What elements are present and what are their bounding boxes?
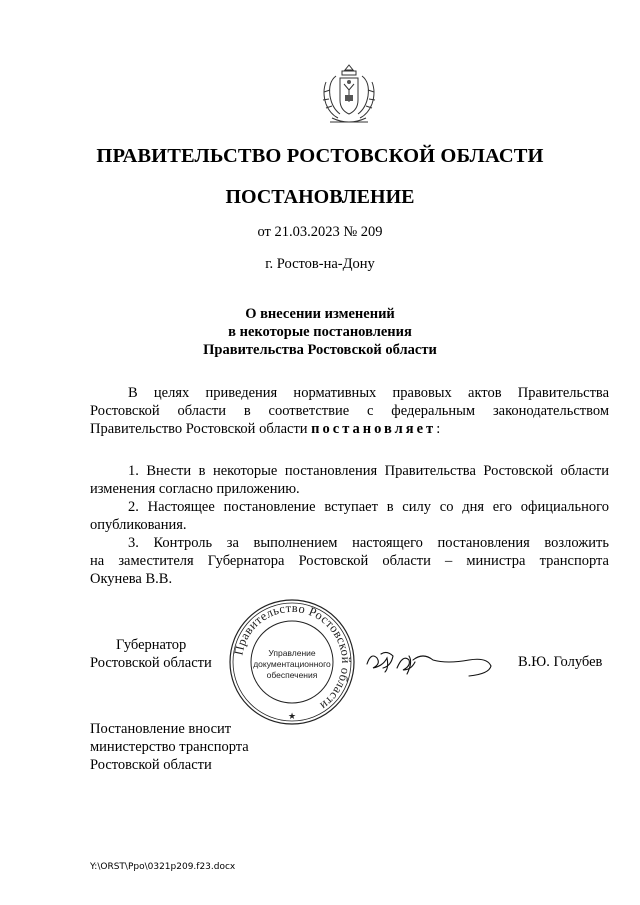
signer-name: В.Ю. Голубев xyxy=(518,654,603,670)
stamp-inner-line-2: документационного xyxy=(253,659,331,669)
stamp-star-icon: ★ xyxy=(287,711,297,721)
document-date-number: от 21.03.2023 № 209 xyxy=(257,224,383,240)
stamp-inner-line-1: Управление xyxy=(268,648,316,658)
submitter-note xyxy=(90,720,249,775)
preamble-line-1: В целях приведения нормативных правовых актов Правительства xyxy=(128,385,609,401)
government-title: ПРАВИТЕЛЬСТВО РОСТОВСКОЙ ОБЛАСТИ xyxy=(96,145,544,167)
subject-line-3: Правительства Ростовской области xyxy=(203,342,437,358)
preamble-prefix: Правительство Ростовской области xyxy=(90,421,308,437)
signer-position xyxy=(90,636,212,672)
stamp-inner-line-3: обеспечения xyxy=(266,670,318,680)
item-3-line-1: 3. Контроль за выполнением настоящего постановления возложить xyxy=(128,535,609,551)
preamble-line-3 xyxy=(90,420,609,438)
submitter-line-2: министерство транспорта xyxy=(90,739,249,756)
item-1-line-1: 1. Внести в некоторые постановления Правительства Ростовской области xyxy=(128,463,609,479)
preamble-resolves: постановляет xyxy=(311,421,437,437)
handwritten-signature xyxy=(363,644,495,680)
document-type: ПОСТАНОВЛЕНИЕ xyxy=(225,186,415,208)
subject-line-2: в некоторые постановления xyxy=(228,324,412,340)
item-1-line-2: изменения согласно приложению. xyxy=(90,481,300,497)
submitter-line-3: Ростовской области xyxy=(90,757,212,774)
coat-of-arms-emblem xyxy=(318,62,380,126)
official-stamp xyxy=(228,598,356,726)
preamble-line-2: Ростовской области в соответствие с федеральным законодательством xyxy=(90,403,609,419)
signer-position-line-2: Ростовской области xyxy=(90,655,212,672)
item-3-line-2: на заместителя Губернатора Ростовской области – министра транспорта xyxy=(90,553,609,569)
subject-line-1: О внесении изменений xyxy=(245,306,395,322)
item-2-line-1: 2. Настоящее постановление вступает в силу со дня его официального xyxy=(128,499,609,515)
signer-position-line-1: Губернатор xyxy=(116,637,187,653)
preamble-colon: : xyxy=(436,421,441,437)
submitter-line-1: Постановление вносит xyxy=(90,721,232,737)
file-path: Y:\ORST\Ppo\0321p209.f23.docx xyxy=(90,862,236,872)
item-3-line-3: Окунева В.В. xyxy=(90,571,173,587)
document-city: г. Ростов-на-Дону xyxy=(265,256,375,272)
item-2-line-2: опубликования. xyxy=(90,517,187,533)
stamp-ring-text: Правительство Ростовской области xyxy=(231,600,354,714)
